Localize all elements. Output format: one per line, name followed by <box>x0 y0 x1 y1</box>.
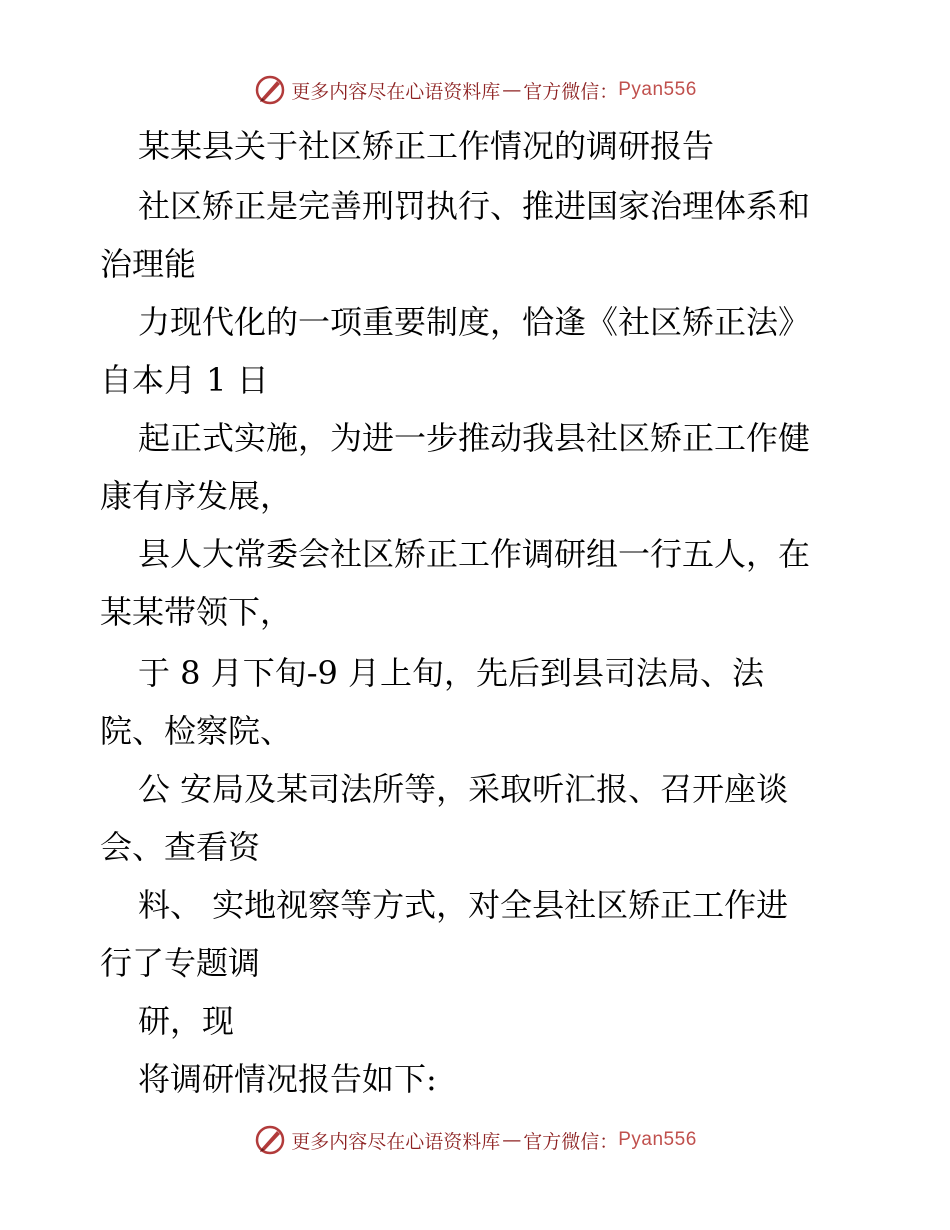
text-line: 研，现 <box>138 1002 235 1040</box>
text-line: 县人大常委会社区矫正工作调研组一行五人，在 <box>138 535 811 573</box>
text-line: 康有序发展， <box>100 477 293 515</box>
text-line: 于 8 月下旬-9 月上旬，先后到县司法局、法 <box>138 654 765 692</box>
banner-dash: — <box>502 79 522 101</box>
footer-watermark <box>0 1120 950 1160</box>
text-line: 自本月 1 日 <box>100 361 269 399</box>
text-line: 社区矫正是完善刑罚执行、推进国家治理体系和 <box>138 187 811 225</box>
banner-wechat-label: 官方微信： <box>523 1130 619 1153</box>
text-line: 会、查看资 <box>100 828 261 866</box>
text-line: 将调研情况报告如下: <box>138 1060 437 1098</box>
document-title: 某某县关于社区矫正工作情况的调研报告 <box>138 127 715 165</box>
text-line: 料、 实地视察等方式，对全县社区矫正工作进 <box>138 886 789 924</box>
header-watermark <box>0 70 950 110</box>
text-line: 治理能 <box>100 245 197 283</box>
text-line: 力现代化的一项重要制度，恰逢《社区矫正法》 <box>138 303 811 341</box>
text-line: 起正式实施，为进一步推动我县社区矫正工作健 <box>138 419 811 457</box>
banner-text: 更多内容尽在心语资料库 <box>291 1130 501 1153</box>
text-line: 院、检察院、 <box>100 712 293 750</box>
banner-account: Pyan556 <box>618 79 697 100</box>
quill-logo-icon <box>253 1123 287 1157</box>
text-line: 某某带领下， <box>100 593 293 631</box>
text-line: 行了专题调 <box>100 944 261 982</box>
banner-wechat-label: 官方微信： <box>523 80 619 103</box>
banner-account: Pyan556 <box>618 1129 697 1150</box>
banner-dash: — <box>502 1129 522 1151</box>
banner-text: 更多内容尽在心语资料库 <box>291 80 501 103</box>
text-line: 公 安局及某司法所等，采取听汇报、召开座谈 <box>138 770 789 808</box>
quill-logo-icon <box>253 73 287 107</box>
